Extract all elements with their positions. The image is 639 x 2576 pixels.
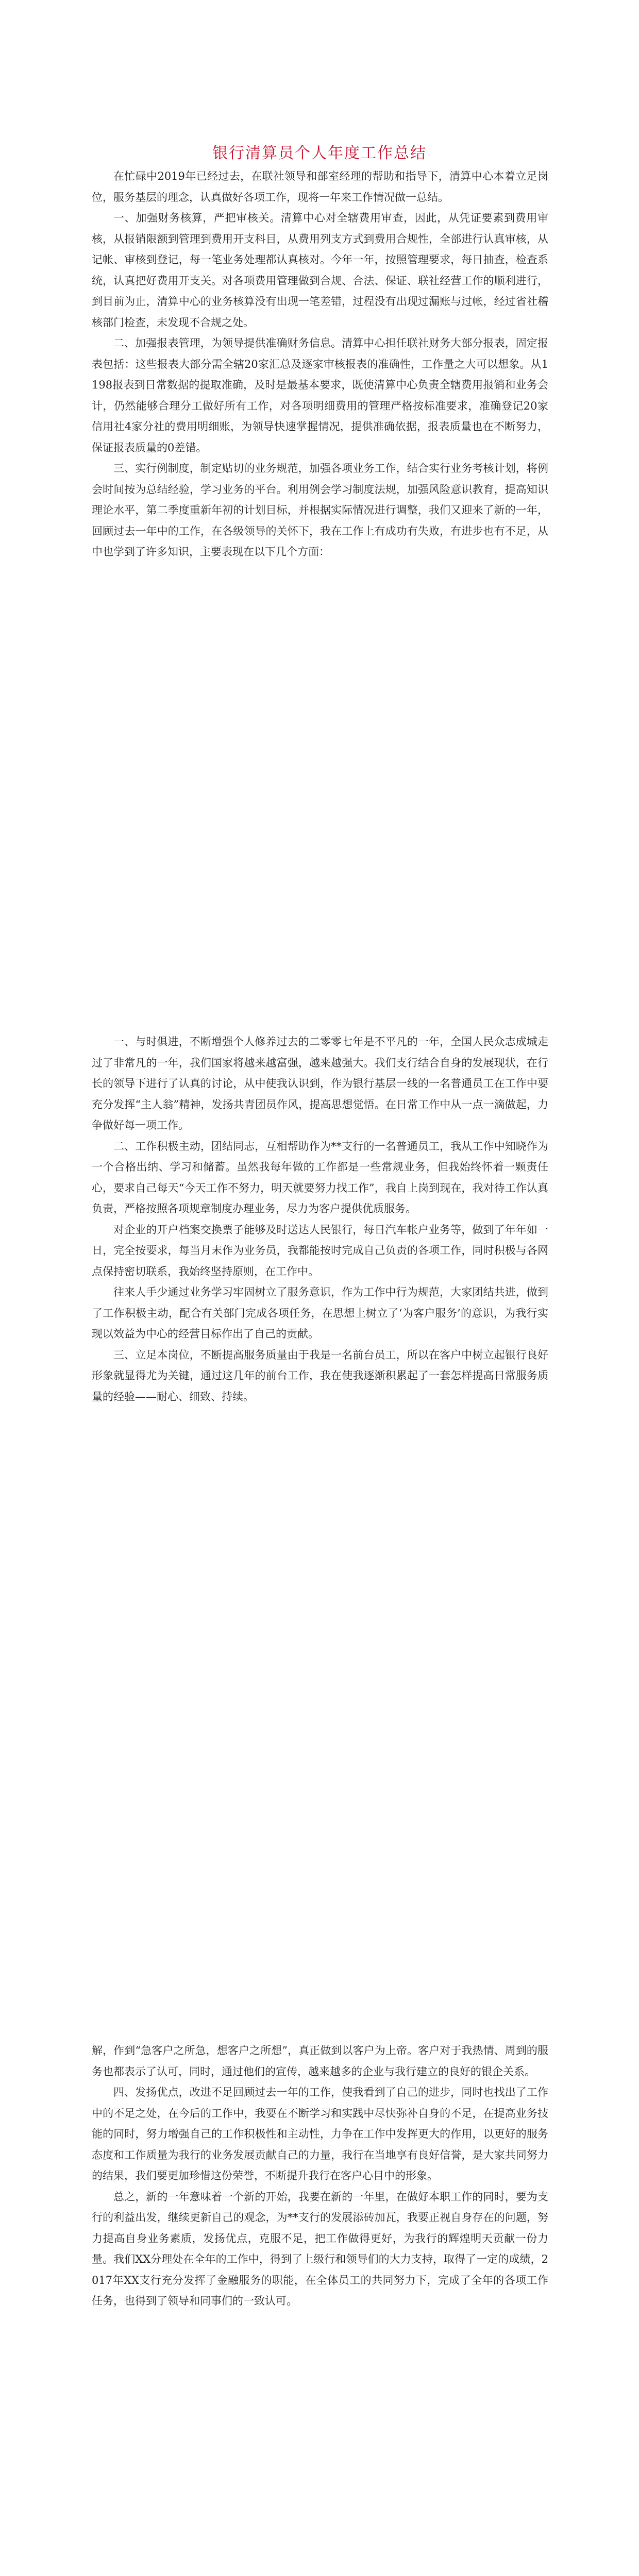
body-section-1	[92, 166, 548, 563]
paragraph: 对企业的开户档案交换票子能够及时送达人民银行，每日汽车帐户业务等，做到了年年如一日，完全按要求，每当月末作为业务员，我都能按时完成自己负责的各项工作，同时积极与各网点保持密切联系，我始终坚持原则，在工作中。	[92, 1223, 548, 1278]
paragraph: 解，作到“急客户之所急，想客户之所想”，真正做到以客户为上帝。客户对于我热情、周到的服务也都表示了认可，同时，通过他们的宣传，越来越多的企业与我行建立的良好的银企关系。	[92, 2044, 548, 2078]
paragraph: 二、工作积极主动，团结同志，互相帮助作为**支行的一名普通员工，我从工作中知晓作为一个合格出纳、学习和储蓄。虽然我每年做的工作都是一些常规业务，但我始终怀着一颗责任心，要求自己每天“今天工作不努力，明天就要努力找工作”，我自上岗到现在，我对待工作认真负责，严格按照各项规章制度办理业务，尽力为客户提供优质服务。	[92, 1140, 548, 1215]
paragraph: 三、立足本岗位，不断提高服务质量由于我是一名前台员工，所以在客户中树立起银行良好形象就显得尤为关键，通过这几年的前台工作，我在使我逐渐积累起了一套怎样提高日常服务质量的经验——耐心、细致、持续。	[92, 1348, 548, 1403]
paragraph: 总之，新的一年意味着一个新的开始，我要在新的一年里，在做好本职工作的同时，要为支行的利益出发，继续更新自己的观念，为**支行的发展添砖加瓦，我要正视自身存在的问题，努力提高自身业务素质，发扬优点，克服不足，把工作做得更好，为我行的辉煌明天贡献一份力量。我们XX分理处在全年的工作中，得到了上级行和领导们的大力支持，取得了一定的成绩，2017年XX支行充分发挥了金融服务的职能，在全体员工的共同努力下，完成了全年的各项工作任务，也得到了领导和同事们的一致认可。	[92, 2190, 548, 2307]
document-title: 银行清算员个人年度工作总结	[212, 144, 427, 163]
paragraph: 一、与时俱进，不断增强个人修养过去的二零零七年是不平凡的一年，全国人民众志成城走过了非常凡的一年，我们国家将越来越富强，越来越强大。我们支行结合自身的发展现状，在行长的领导下进行了认真的讨论，从中使我认识到，作为银行基层一线的一名普通员工在工作中要充分发挥“主人翁”精神，发扬共青团员作风，提高思想觉悟。在日常工作中从一点一滴做起，力争做好每一项工作。	[92, 1036, 548, 1131]
paragraph: 四、发扬优点，改进不足回顾过去一年的工作，使我看到了自己的进步，同时也找出了工作中的不足之处，在今后的工作中，我要在不断学习和实践中尽快弥补自身的不足，在提高业务技能的同时，努力增强自己的工作积极性和主动性，力争在工作中发挥更大的作用，以更好的服务态度和工作质量为我行的业务发展贡献自己的力量，我行在当地享有良好信誉，是大家共同努力的结果，我们要更加珍惜这份荣誉，不断提升我行在客户心目中的形象。	[92, 2086, 548, 2182]
paragraph: 往来人手少通过业务学习牢固树立了服务意识，作为工作中行为规范，大家团结共进，做到了工作积极主动，配合有关部门完成各项任务，在思想上树立了‘为客户服务’的意识，为我行实现以效益为中心的经营目标作出了自己的贡献。	[92, 1286, 548, 1340]
body-section-3	[92, 2040, 548, 2312]
body-section-2	[92, 1031, 548, 1407]
paragraph: 一、加强财务核算，严把审核关。清算中心对全辖费用审查，因此，从凭证要素到费用审核，从报销限额到管理到费用开支科目，从费用列支方式到费用合规性，全部进行认真审核，从记帐、审核到登记，每一笔业务处理都认真核对。今年一年，按照管理要求，每日抽查，检查系统，认真把好费用开支关。对各项费用管理做到合规、合法、保证、联社经营工作的顺利进行，到目前为止，清算中心的业务核算没有出现一笔差错，过程没有出现过漏账与过帐，经过省社稽核部门检查，未发现不合规之处。	[92, 212, 548, 329]
paragraph: 二、加强报表管理，为领导提供准确财务信息。清算中心担任联社财务大部分报表，固定报表包括：这些报表大部分需全辖20家汇总及逐家审核报表的准确性，工作量之大可以想象。从1198报表到日常数据的提取准确，及时是最基本要求，既使清算中心负责全辖费用报销和业务会计，仍然能够合理分工做好所有工作，对各项明细费用的管理严格按标准要求，准确登记20家信用社4家分社的费用明细账，为领导快速掌握情况，提供准确依据，报表质量也在不断努力，保证报表质量的0差错。	[92, 337, 548, 454]
paragraph: 三、实行例制度，制定贴切的业务规范，加强各项业务工作，结合实行业务考核计划，将例会时间按为总结经验，学习业务的平台。利用例会学习制度法规，加强风险意识教育，提高知识理论水平，第二季度重新年初的计划目标，并根据实际情况进行调整，我们又迎来了新的一年，回顾过去一年中的工作，在各级领导的关怀下，我在工作上有成功有失败，有进步也有不足，从中也学到了许多知识，主要表现在以下几个方面：	[92, 462, 548, 558]
paragraph: 在忙碌中2019年已经过去，在联社领导和部室经理的帮助和指导下，清算中心本着立足岗位，服务基层的理念，认真做好各项工作，现将一年来工作情况做一总结。	[92, 170, 548, 204]
